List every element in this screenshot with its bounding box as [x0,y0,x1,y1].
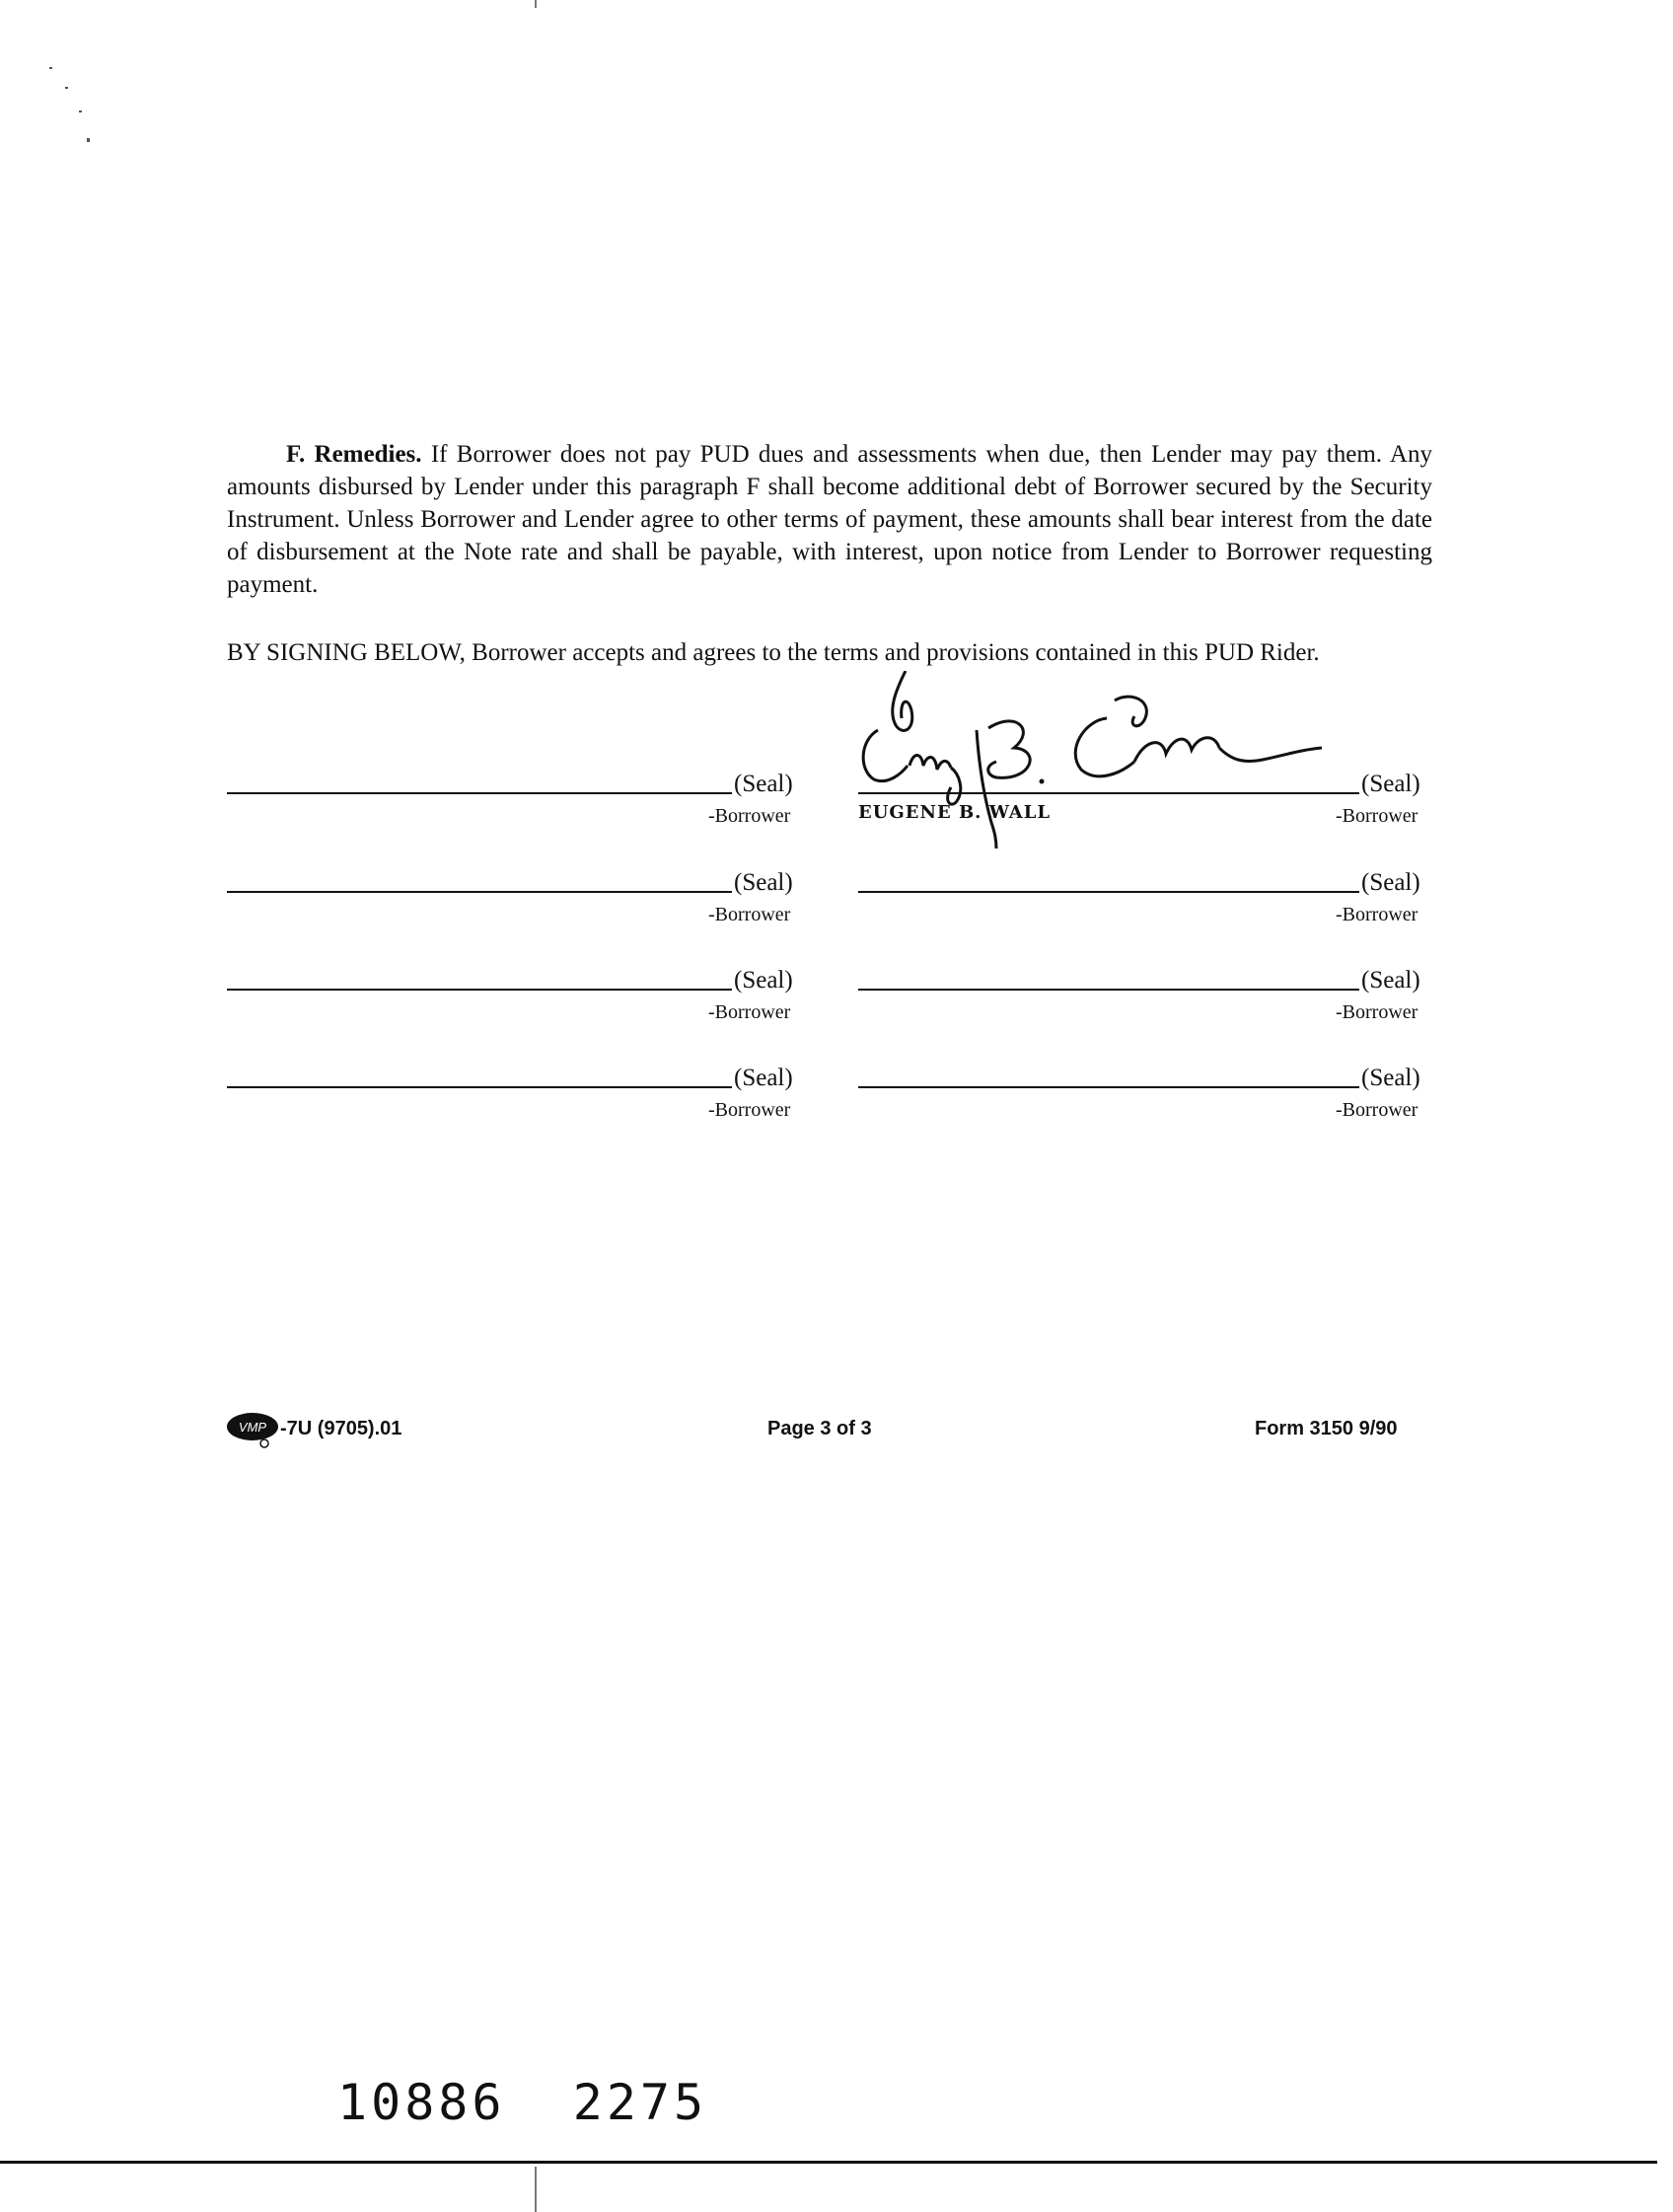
page-number: Page 3 of 3 [767,1418,872,1439]
vmp-logo-icon [225,1409,284,1448]
seal-label: (Seal) [1361,967,1420,994]
signer-printed-name: EUGENE B. WALL [858,802,1052,823]
signature-block-right-2 [858,861,1440,930]
signature-block-left-1 [227,763,809,832]
seal-label: (Seal) [734,771,793,797]
signature-line [227,1086,732,1088]
seal-label: (Seal) [734,1065,793,1091]
signature-line [227,891,732,893]
bottom-rule [0,2161,1657,2164]
top-edge-tick [535,0,537,8]
seal-label: (Seal) [1361,1065,1420,1091]
seal-label: (Seal) [1361,869,1420,896]
signature-block-right-3 [858,959,1440,1028]
remedies-paragraph [227,438,1432,601]
signature-block-right-4 [858,1057,1440,1126]
bottom-edge-tick [535,2167,537,2212]
borrower-label: -Borrower [708,805,791,827]
scan-speck [49,67,52,69]
recording-stamp: 10886 2275 [337,2074,708,2131]
signature-line [858,1086,1359,1088]
form-number: Form 3150 9/90 [1255,1418,1398,1439]
signature-block-left-4 [227,1057,809,1126]
borrower-label: -Borrower [708,1099,791,1121]
borrower-label: -Borrower [1336,904,1418,925]
signature-line [858,891,1359,893]
signature-block-left-3 [227,959,809,1028]
seal-label: (Seal) [1361,771,1420,797]
handwritten-signature [848,671,1322,848]
form-code: -7U (9705).01 [280,1418,402,1439]
borrower-label: -Borrower [708,904,791,925]
borrower-label: -Borrower [708,1001,791,1023]
borrower-label: -Borrower [1336,1001,1418,1023]
scan-speck [79,111,82,112]
signature-line [227,792,732,794]
signing-statement: BY SIGNING BELOW, Borrower accepts and agrees to the terms and provisions contained in this PUD Rider. [227,639,1320,666]
scan-speck [87,138,90,142]
signature-block-left-2 [227,861,809,930]
borrower-label: -Borrower [1336,1099,1418,1121]
signature-line [858,989,1359,991]
scan-speck [65,87,68,89]
remedies-body: If Borrower does not pay PUD dues and assessments when due, then Lender may pay them. Any amounts disbursed by Lender under this paragraph F shall become additional debt of Borrower secured by the Security Instrument. Unless Borrower and Lender agree to other terms of payment, these amounts shall bear interest from the date of disbursement at the Note rate and shall be payable, with interest, upon notice from Lender to Borrower requesting payment. [227,441,1432,598]
seal-label: (Seal) [734,869,793,896]
signature-line [227,989,732,991]
borrower-label: -Borrower [1336,805,1418,827]
remedies-heading: F. Remedies. [286,441,422,468]
seal-label: (Seal) [734,967,793,994]
logo-text: VMP [238,1420,267,1435]
